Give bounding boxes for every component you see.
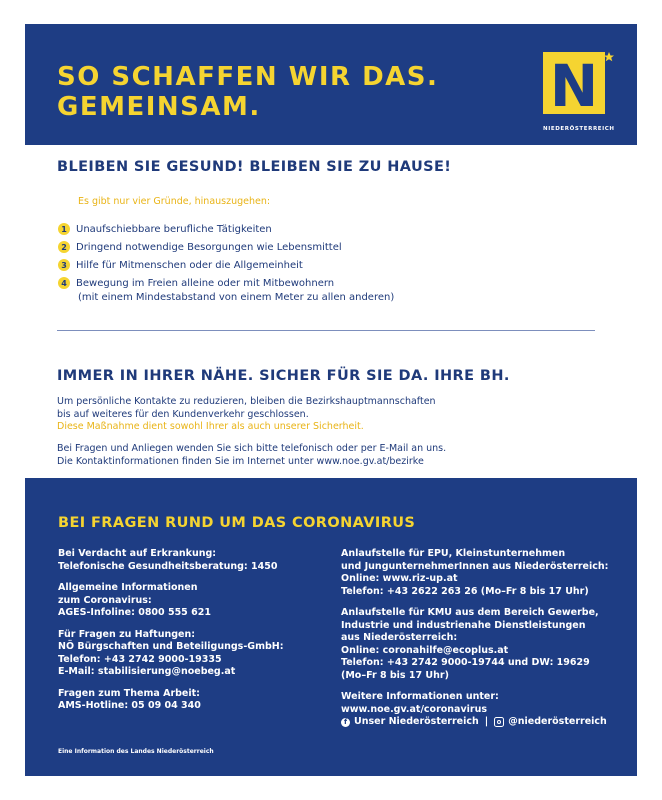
number-badge: 3 (58, 259, 70, 271)
info-line: (Mo–Fr 8 bis 17 Uhr) (341, 669, 449, 681)
info-line: Anlaufstelle für EPU, Kleinstunternehmen (341, 548, 566, 559)
instagram-icon[interactable] (494, 717, 504, 727)
logo-mark (543, 52, 623, 124)
facebook-link[interactable]: Unser Niederösterreich (354, 716, 479, 727)
bh-p2-line-2: Die Kontaktinformationen finden Sie im Internet unter www.noe.gv.at/bezirke (57, 455, 424, 467)
stay-home-title: BLEIBEN SIE GESUND! BLEIBEN SIE ZU HAUSE! (57, 159, 452, 175)
bh-p1-line-2: bis auf weiteres für den Kundenverkehr geschlossen. (57, 408, 309, 420)
info-group (58, 688, 284, 713)
info-line: Fragen zum Thema Arbeit: (58, 687, 200, 699)
reason-note: (mit einem Mindestabstand von einem Meter zu allen anderen) (78, 292, 395, 303)
info-line: Für Fragen zu Haftungen: (58, 628, 196, 640)
list-item (58, 238, 342, 256)
info-line: Telefon: +43 2622 263 26 (Mo–Fr 8 bis 17 Uhr) (341, 585, 589, 597)
info-line: AMS-Hotline: 05 09 04 340 (58, 700, 201, 711)
number-badge: 4 (58, 277, 70, 289)
reasons-list (58, 220, 342, 292)
bh-paragraph-2 (57, 443, 446, 468)
info-group (58, 582, 284, 620)
info-group (341, 691, 608, 729)
info-line: aus Niederösterreich: (341, 632, 458, 643)
bh-p1-highlight: Diese Maßnahme dient sowohl Ihrer als auch unserer Sicherheit. (57, 421, 364, 432)
info-line: Weitere Informationen unter: (341, 691, 499, 702)
niederoesterreich-logo (543, 52, 623, 136)
info-line: und JungunternehmerInnen aus Niederösterreich: (341, 560, 609, 572)
info-line: Allgemeine Informationen (58, 582, 198, 593)
header-banner (25, 24, 637, 145)
bh-p1-line-1: Um persönliche Kontakte zu reduzieren, bleiben die Bezirkshauptmannschaften (57, 396, 436, 407)
info-group (58, 548, 284, 573)
logo-letter: N (549, 52, 599, 120)
bh-p2-line-1: Bei Fragen und Anliegen wenden Sie sich bitte telefonisch oder per E-Mail an uns. (57, 443, 447, 454)
info-line: Industrie und industrienahe Dienstleistungen (341, 619, 586, 631)
info-line: Online: www.riz-up.at (341, 573, 458, 584)
info-line: www.noe.gv.at/coronavirus (341, 703, 488, 715)
right-column (341, 548, 608, 738)
logo-caption: NIEDERÖSTERREICH (543, 126, 615, 132)
instagram-link[interactable]: @niederösterreich (508, 716, 607, 727)
left-column (58, 548, 284, 722)
headline-line-2: GEMEINSAM. (57, 92, 261, 122)
bh-paragraph-1 (57, 396, 436, 434)
corona-title: BEI FRAGEN RUND UM DAS CORONAVIRUS (58, 515, 416, 531)
number-badge: 1 (58, 223, 70, 235)
headline (57, 62, 438, 122)
footer-note: Eine Information des Landes Niederösterreich (58, 748, 214, 755)
reason-text: Unaufschiebbare berufliche Tätigkeiten (76, 223, 272, 235)
separator: | (484, 716, 489, 727)
info-line: E-Mail: stabilisierung@noebeg.at (58, 666, 236, 677)
info-line: AGES-Infoline: 0800 555 621 (58, 607, 211, 618)
headline-line-1: SO SCHAFFEN WIR DAS. (57, 62, 439, 92)
info-line: Anlaufstelle für KMU aus dem Bereich Gewerbe, (341, 607, 599, 618)
reason-text: Bewegung im Freien alleine oder mit Mitbewohnern (76, 277, 335, 289)
info-line: Online: coronahilfe@ecoplus.at (341, 644, 509, 656)
info-line: Telefon: +43 2742 9000-19335 (58, 653, 222, 665)
reasons-intro: Es gibt nur vier Gründe, hinauszugehen: (78, 196, 271, 207)
facebook-icon[interactable]: f (341, 718, 350, 727)
social-links (341, 716, 608, 729)
info-group (58, 629, 284, 679)
list-item (58, 220, 342, 238)
info-group (341, 607, 608, 682)
section-divider (57, 330, 595, 331)
number-badge: 2 (58, 241, 70, 253)
star-icon (604, 52, 614, 61)
info-group (341, 548, 608, 598)
corona-info-panel (25, 478, 637, 776)
list-item (58, 274, 342, 292)
reason-text: Dringend notwendige Besorgungen wie Lebensmittel (76, 241, 342, 253)
info-line: Telefonische Gesundheitsberatung: 1450 (58, 560, 278, 572)
info-line: NÖ Bürgschaften und Beteiligungs-GmbH: (58, 641, 284, 652)
info-line: Bei Verdacht auf Erkrankung: (58, 548, 217, 559)
list-item (58, 256, 342, 274)
info-line: Telefon: +43 2742 9000-19744 und DW: 19629 (341, 657, 590, 668)
info-line: zum Coronavirus: (58, 594, 152, 606)
bh-title: IMMER IN IHRER NÄHE. SICHER FÜR SIE DA. IHRE BH. (57, 368, 510, 384)
reason-text: Hilfe für Mitmenschen oder die Allgemeinheit (76, 259, 303, 271)
